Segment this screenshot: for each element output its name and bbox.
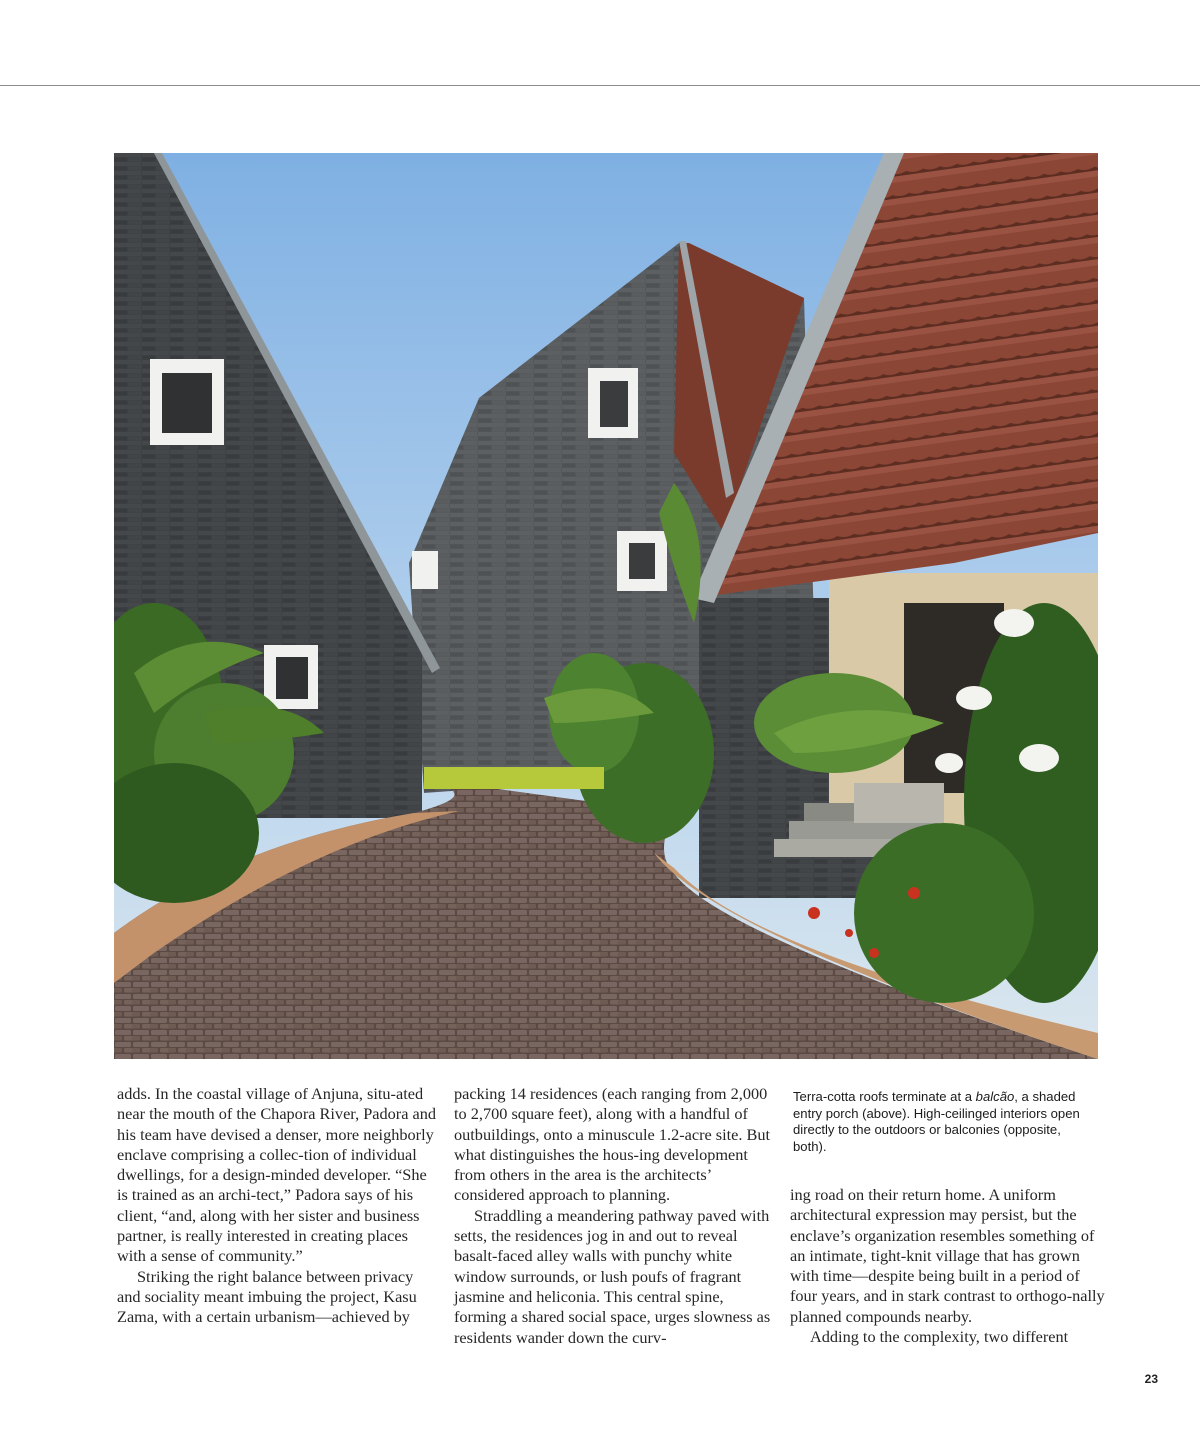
paragraph: ing road on their return home. A uniform architectural expression may persist, but the enclave’s organization resembles something of an intimate, tight-knit village that has grown with time—despite being built in a period of four years, and in stark contrast to orthogo-nally planned compounds nearby. xyxy=(790,1185,1105,1326)
paragraph: Straddling a meandering pathway paved with setts, the residences jog in and out to reveal basalt-faced alley walls with punchy white window surrounds, or lush poufs of fragrant jasmine and heliconia. This central spine, forming a shared social space, urges slowness as residents wander down the curv- xyxy=(454,1205,771,1347)
paragraph: adds. In the coastal village of Anjuna, situ-ated near the mouth of the Chapora River, Padora and his team have devised a denser, more neighborly enclave comprising a collec-tion of individual dwellings, for a design-minded developer. “She is trained as an archi-tect,” Padora says of his client, “and, along with her sister and business partner, is really interested in creating places with a sense of community.” xyxy=(117,1084,436,1266)
paragraph: Striking the right balance between privacy and sociality meant imbuing the project, Kasu Zama, with a certain urbanism—achieved by xyxy=(117,1266,417,1327)
caption-text: , a shaded entry porch (above). High-ceilinged interiors open directly to the outdoors or balconies (opposite, both). xyxy=(793,1089,1080,1154)
body-column-1 xyxy=(117,1084,437,1328)
body-column-2 xyxy=(454,1084,774,1348)
photo-caption xyxy=(793,1089,1093,1155)
courtyard-photo xyxy=(114,153,1098,1059)
caption-text: Terra-cotta roofs terminate at a xyxy=(793,1089,976,1104)
page-number: 23 xyxy=(1144,1372,1158,1386)
body-column-3 xyxy=(790,1185,1110,1347)
paragraph: Adding to the complexity, two different xyxy=(810,1327,1069,1347)
top-rule xyxy=(0,85,1200,86)
paragraph: packing 14 residences (each ranging from 2,000 to 2,700 square feet), along with a handful of outbuildings, onto a minuscule 1.2-acre site. But what distinguishes the hous-ing development from others in the area is the architects’ considered approach to planning. xyxy=(454,1084,771,1205)
caption-italic-term: balcão xyxy=(975,1089,1015,1104)
photo-courtyard-icon xyxy=(114,153,1098,1059)
